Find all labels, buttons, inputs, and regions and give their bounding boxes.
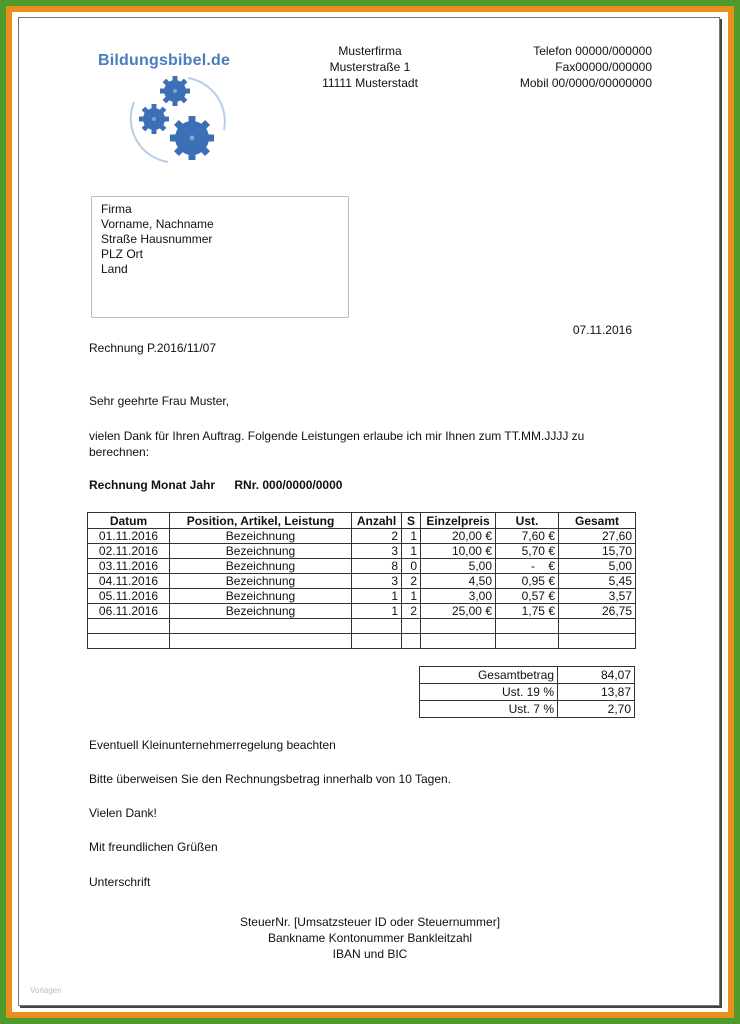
cell-total: 3,57 [559, 589, 636, 604]
table-row [88, 529, 636, 544]
recipient-line: Straße Hausnummer [101, 232, 213, 246]
cell-empty [402, 619, 421, 634]
cell-qty: 2 [352, 529, 402, 544]
cell-position: Bezeichnung [170, 544, 352, 559]
heading-title: Rechnung Monat Jahr [89, 478, 216, 492]
items-table [87, 512, 636, 649]
invoice-heading [89, 478, 342, 492]
cell-empty [496, 634, 559, 649]
cell-unit-price: 5,00 [421, 559, 496, 574]
cell-date: 01.11.2016 [88, 529, 170, 544]
cell-position: Bezeichnung [170, 559, 352, 574]
heading-rnr: RNr. 000/0000/0000 [234, 478, 343, 492]
gears-logo-icon [128, 72, 228, 168]
contact-mobile: Mobil 00/0000/00000000 [519, 76, 652, 90]
cell-empty [496, 619, 559, 634]
company-city: 11111 Musterstadt [322, 76, 418, 90]
table-header-row [88, 513, 636, 529]
note-signature: Unterschrift [89, 875, 151, 889]
table-row [88, 544, 636, 559]
cell-date: 03.11.2016 [88, 559, 170, 574]
cell-total: 15,70 [559, 544, 636, 559]
cell-empty [352, 619, 402, 634]
intro-line: berechnen: [89, 445, 150, 459]
table-row [88, 559, 636, 574]
cell-qty: 3 [352, 544, 402, 559]
cell-position: Bezeichnung [170, 529, 352, 544]
cell-qty: 1 [352, 604, 402, 619]
cell-unit-price: 25,00 € [421, 604, 496, 619]
cell-s: 2 [402, 604, 421, 619]
cell-s: 1 [402, 529, 421, 544]
cell-unit-price: 3,00 [421, 589, 496, 604]
col-header: Gesamt [559, 513, 636, 529]
intro-line: vielen Dank für Ihren Auftrag. Folgende Leistungen erlaube ich mir Ihnen zum TT.MM.JJJJ zu [89, 429, 585, 443]
watermark: Vorlagen [30, 986, 62, 995]
cell-qty: 1 [352, 589, 402, 604]
cell-vat: 5,70 € [496, 544, 559, 559]
contact-block [470, 43, 652, 91]
cell-total: 5,45 [559, 574, 636, 589]
table-row [88, 604, 636, 619]
recipient-line: Land [101, 262, 128, 276]
totals-table [419, 666, 635, 718]
cell-total: 5,00 [559, 559, 636, 574]
footer-iban: IBAN und BIC [332, 947, 408, 961]
total-label: Gesamtbetrag [420, 667, 558, 684]
cell-empty [559, 619, 636, 634]
recipient-line: Vorname, Nachname [101, 217, 214, 231]
col-header: Einzelpreis [421, 513, 496, 529]
cell-qty: 3 [352, 574, 402, 589]
cell-qty: 8 [352, 559, 402, 574]
totals-row [420, 701, 635, 718]
ust7-label: Ust. 7 % [420, 701, 558, 718]
cell-position: Bezeichnung [170, 574, 352, 589]
cell-s: 0 [402, 559, 421, 574]
footer-tax: SteuerNr. [Umsatzsteuer ID oder Steuernummer] [239, 915, 501, 929]
total-value: 84,07 [558, 667, 635, 684]
cell-vat: 7,60 € [496, 529, 559, 544]
company-street: Musterstraße 1 [329, 60, 411, 74]
cell-date: 04.11.2016 [88, 574, 170, 589]
cell-empty [170, 634, 352, 649]
intro-text [89, 428, 649, 460]
recipient-line: Firma [101, 202, 132, 216]
greeting: Sehr geehrte Frau Muster, [89, 394, 230, 408]
cell-empty [88, 619, 170, 634]
footer [200, 914, 540, 962]
cell-s: 1 [402, 589, 421, 604]
cell-empty [352, 634, 402, 649]
recipient-line: PLZ Ort [101, 247, 144, 261]
cell-vat: 1,75 € [496, 604, 559, 619]
totals-row [420, 684, 635, 701]
cell-unit-price: 4,50 [421, 574, 496, 589]
cell-vat: - € [496, 559, 559, 574]
cell-s: 2 [402, 574, 421, 589]
cell-position: Bezeichnung [170, 604, 352, 619]
table-row [88, 574, 636, 589]
cell-empty [88, 634, 170, 649]
cell-date: 02.11.2016 [88, 544, 170, 559]
col-header: Position, Artikel, Leistung [170, 513, 352, 529]
cell-empty [421, 634, 496, 649]
cell-total: 26,75 [559, 604, 636, 619]
cell-total: 27,60 [559, 529, 636, 544]
logo-text: Bildungsbibel.de [98, 52, 231, 69]
col-header: Ust. [496, 513, 559, 529]
ust19-label: Ust. 19 % [420, 684, 558, 701]
table-row [88, 589, 636, 604]
cell-position: Bezeichnung [170, 589, 352, 604]
invoice-number: Rechnung P.2016/11/07 [89, 341, 217, 355]
cell-empty [170, 619, 352, 634]
ust19-value: 13,87 [558, 684, 635, 701]
cell-empty [421, 619, 496, 634]
company-name: Musterfirma [338, 44, 402, 58]
cell-empty [402, 634, 421, 649]
contact-phone: Telefon 00000/000000 [533, 44, 652, 58]
cell-vat: 0,57 € [496, 589, 559, 604]
table-row-empty [88, 619, 636, 634]
ust7-value: 2,70 [558, 701, 635, 718]
totals-row [420, 667, 635, 684]
col-header: S [402, 513, 421, 529]
cell-s: 1 [402, 544, 421, 559]
note-kleinunternehmer: Eventuell Kleinunternehmerregelung beachten [89, 738, 336, 752]
table-row-empty [88, 634, 636, 649]
contact-fax: Fax00000/000000 [555, 60, 652, 74]
note-regards: Mit freundlichen Grüßen [89, 840, 218, 854]
cell-unit-price: 10,00 € [421, 544, 496, 559]
cell-date: 05.11.2016 [88, 589, 170, 604]
cell-date: 06.11.2016 [88, 604, 170, 619]
note-payment: Bitte überweisen Sie den Rechnungsbetrag innerhalb von 10 Tagen. [89, 772, 452, 786]
col-header: Anzahl [352, 513, 402, 529]
col-header: Datum [88, 513, 170, 529]
note-thanks: Vielen Dank! [89, 806, 157, 820]
footer-bank: Bankname Kontonummer Bankleitzahl [267, 931, 473, 945]
cell-vat: 0,95 € [496, 574, 559, 589]
cell-unit-price: 20,00 € [421, 529, 496, 544]
company-block [300, 43, 440, 91]
cell-empty [559, 634, 636, 649]
invoice-date: 07.11.2016 [572, 323, 632, 337]
recipient-address-box [91, 196, 349, 318]
